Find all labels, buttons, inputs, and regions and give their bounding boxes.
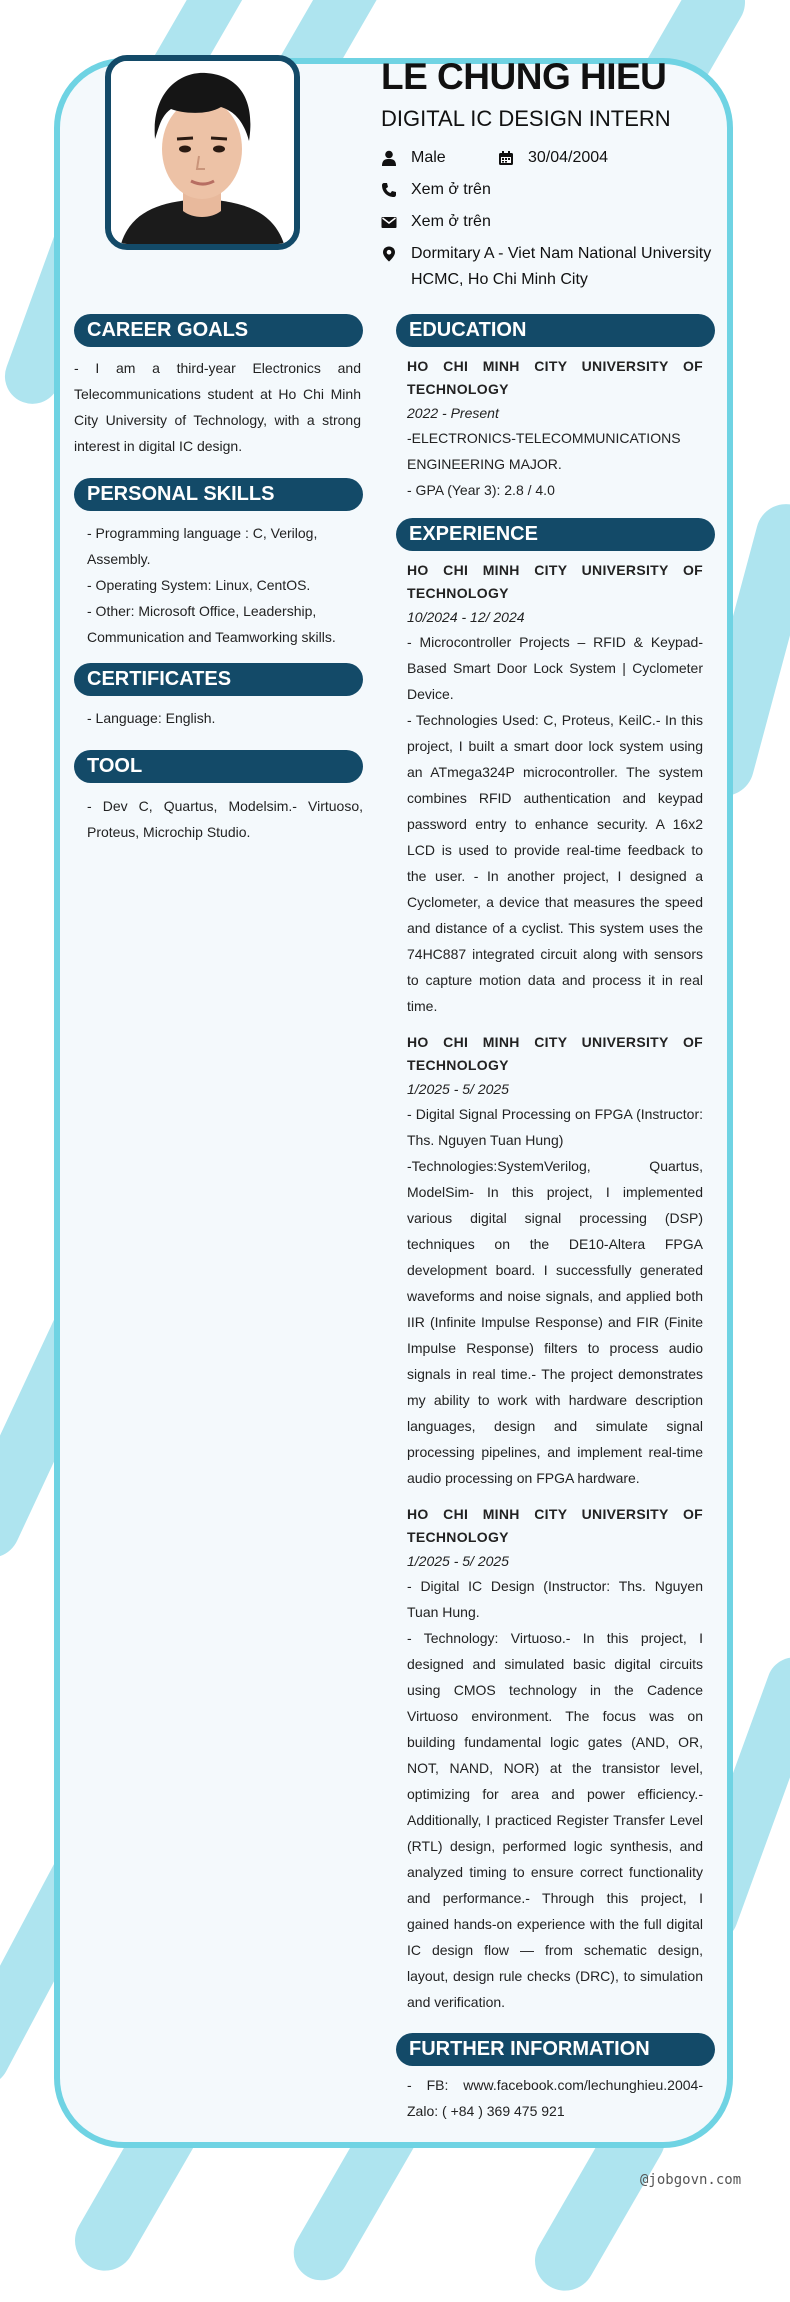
experience-details: -Technologies:SystemVerilog, Quartus, ModelSim- In this project, I implemented various digital signal processing (DSP) techniques on the DE10-Altera FPGA development board. I successfully generated waveforms and noise signals, and applied both IIR (Infinite Impulse Response) and FIR (Finite Impulse Response) filters to process audio signals in real time.- The project demonstrates my ability to work with hardware description languages, design and simulate signal processing pipelines, and implement real-time audio processing on FPGA hardware. [407, 1158, 703, 1486]
phone-info [381, 177, 581, 203]
skill-item: - Other: Microsoft Office, Leadership, Communication and Teamworking skills. [87, 603, 336, 645]
experience-entry [396, 1503, 715, 2015]
experience-project: - Digital Signal Processing on FPGA (Instructor: Ths. Nguyen Tuan Hung) [407, 1106, 703, 1148]
user-icon [381, 150, 397, 166]
career-goals-heading: CAREER GOALS [74, 314, 363, 347]
education-body [396, 355, 715, 503]
experience-project: - Digital IC Design (Instructor: Ths. Nguyen Tuan Hung. [407, 1578, 703, 1620]
experience-heading: EXPERIENCE [396, 518, 715, 551]
experience-project: - Microcontroller Projects – RFID & Keypad-Based Smart Door Lock System | Cyclometer Device. [407, 634, 703, 702]
experience-entry [396, 1031, 715, 1491]
address-info [381, 241, 721, 293]
calendar-icon [498, 150, 514, 166]
education-heading: EDUCATION [396, 314, 715, 347]
education-major: -ELECTRONICS-TELECOMMUNICATIONS ENGINEERING MAJOR. [407, 430, 681, 472]
location-pin-icon [381, 246, 397, 262]
tool-heading: TOOL [74, 750, 363, 783]
experience-date: 1/2025 - 5/ 2025 [407, 1081, 509, 1097]
experience-date: 1/2025 - 5/ 2025 [407, 1553, 509, 1569]
experience-details: - Technology: Virtuoso.- In this project, I designed and simulated basic digital circuits using CMOS technology in the Cadence Virtuoso environment. The focus was on building fundamental logic gates (AND, OR, NOT, NAND, NOR) at the transistor level, optimizing for area and power efficiency.- Additionally, I practiced Register Transfer Level (RTL) design, performed logic synthesis, and analyzed timing to ensure correct functionality and performance.- Through this project, I gained hands-on experience with the full digital IC design flow — from schematic design, layout, design rule checks (DRC), to simulation and verification. [407, 1630, 703, 2010]
email-info [381, 209, 581, 235]
experience-entry [396, 559, 715, 1019]
birthday-info [498, 145, 678, 171]
gender-text: Male [411, 149, 446, 166]
job-title: DIGITAL IC DESIGN INTERN [381, 106, 671, 131]
further-information-text: - FB: www.facebook.com/lechunghieu.2004- Zalo: ( +84 ) 369 475 921 [407, 2077, 703, 2119]
candidate-name: LE CHUNG HIEU [381, 56, 667, 97]
birthday-text: 30/04/2004 [528, 149, 609, 166]
education-gpa: - GPA (Year 3): 2.8 / 4.0 [407, 482, 555, 498]
watermark: @jobgovn.com [640, 2172, 742, 2188]
phone-icon [381, 182, 397, 198]
profile-photo [105, 55, 300, 250]
certificates-text: - Language: English. [87, 710, 216, 726]
certificates-heading: CERTIFICATES [74, 663, 363, 696]
experience-school: HO CHI MINH CITY UNIVERSITY OF TECHNOLOGY [407, 1034, 703, 1073]
gender-info [381, 145, 481, 171]
email-icon [381, 214, 397, 230]
education-school: HO CHI MINH CITY UNIVERSITY OF TECHNOLOGY [407, 358, 703, 397]
right-column [396, 314, 715, 2124]
portrait-illustration [111, 61, 294, 244]
skill-item: - Programming language : C, Verilog, Assembly. [87, 525, 318, 567]
career-goals-text: - I am a third-year Electronics and Telecommunications student at Ho Chi Minh City University of Technology, with a strong interest in digital IC design. [74, 360, 361, 454]
education-date: 2022 - Present [407, 405, 499, 421]
personal-skills-heading: PERSONAL SKILLS [74, 478, 363, 511]
left-column [74, 314, 363, 845]
experience-details: - Technologies Used: C, Proteus, KeilC.- In this project, I built a smart door lock system using an ATmega324P microcontroller. The system combines RFID authentication and keypad password entry to enhance security. A 16x2 LCD is used to provide real-time feedback to the user. - In another project, I designed a Cyclometer, a device that measures the speed and distance of a cyclist. This system uses the 74HC887 integrated circuit along with sensors to capture motion data and process it in real time. [407, 712, 703, 1014]
tool-text: - Dev C, Quartus, Modelsim.- Virtuoso, Proteus, Microchip Studio. [87, 798, 363, 840]
phone-text: Xem ở trên [411, 181, 491, 198]
email-text: Xem ở trên [411, 213, 491, 230]
address-text: Dormitary A - Viet Nam National University HCMC, Ho Chi Minh City [411, 245, 712, 288]
personal-skills-list [74, 520, 363, 650]
experience-school: HO CHI MINH CITY UNIVERSITY OF TECHNOLOGY [407, 562, 703, 601]
experience-date: 10/2024 - 12/ 2024 [407, 609, 525, 625]
experience-school: HO CHI MINH CITY UNIVERSITY OF TECHNOLOGY [407, 1506, 703, 1545]
further-information-heading: FURTHER INFORMATION [396, 2033, 715, 2066]
skill-item: - Operating System: Linux, CentOS. [87, 577, 311, 593]
